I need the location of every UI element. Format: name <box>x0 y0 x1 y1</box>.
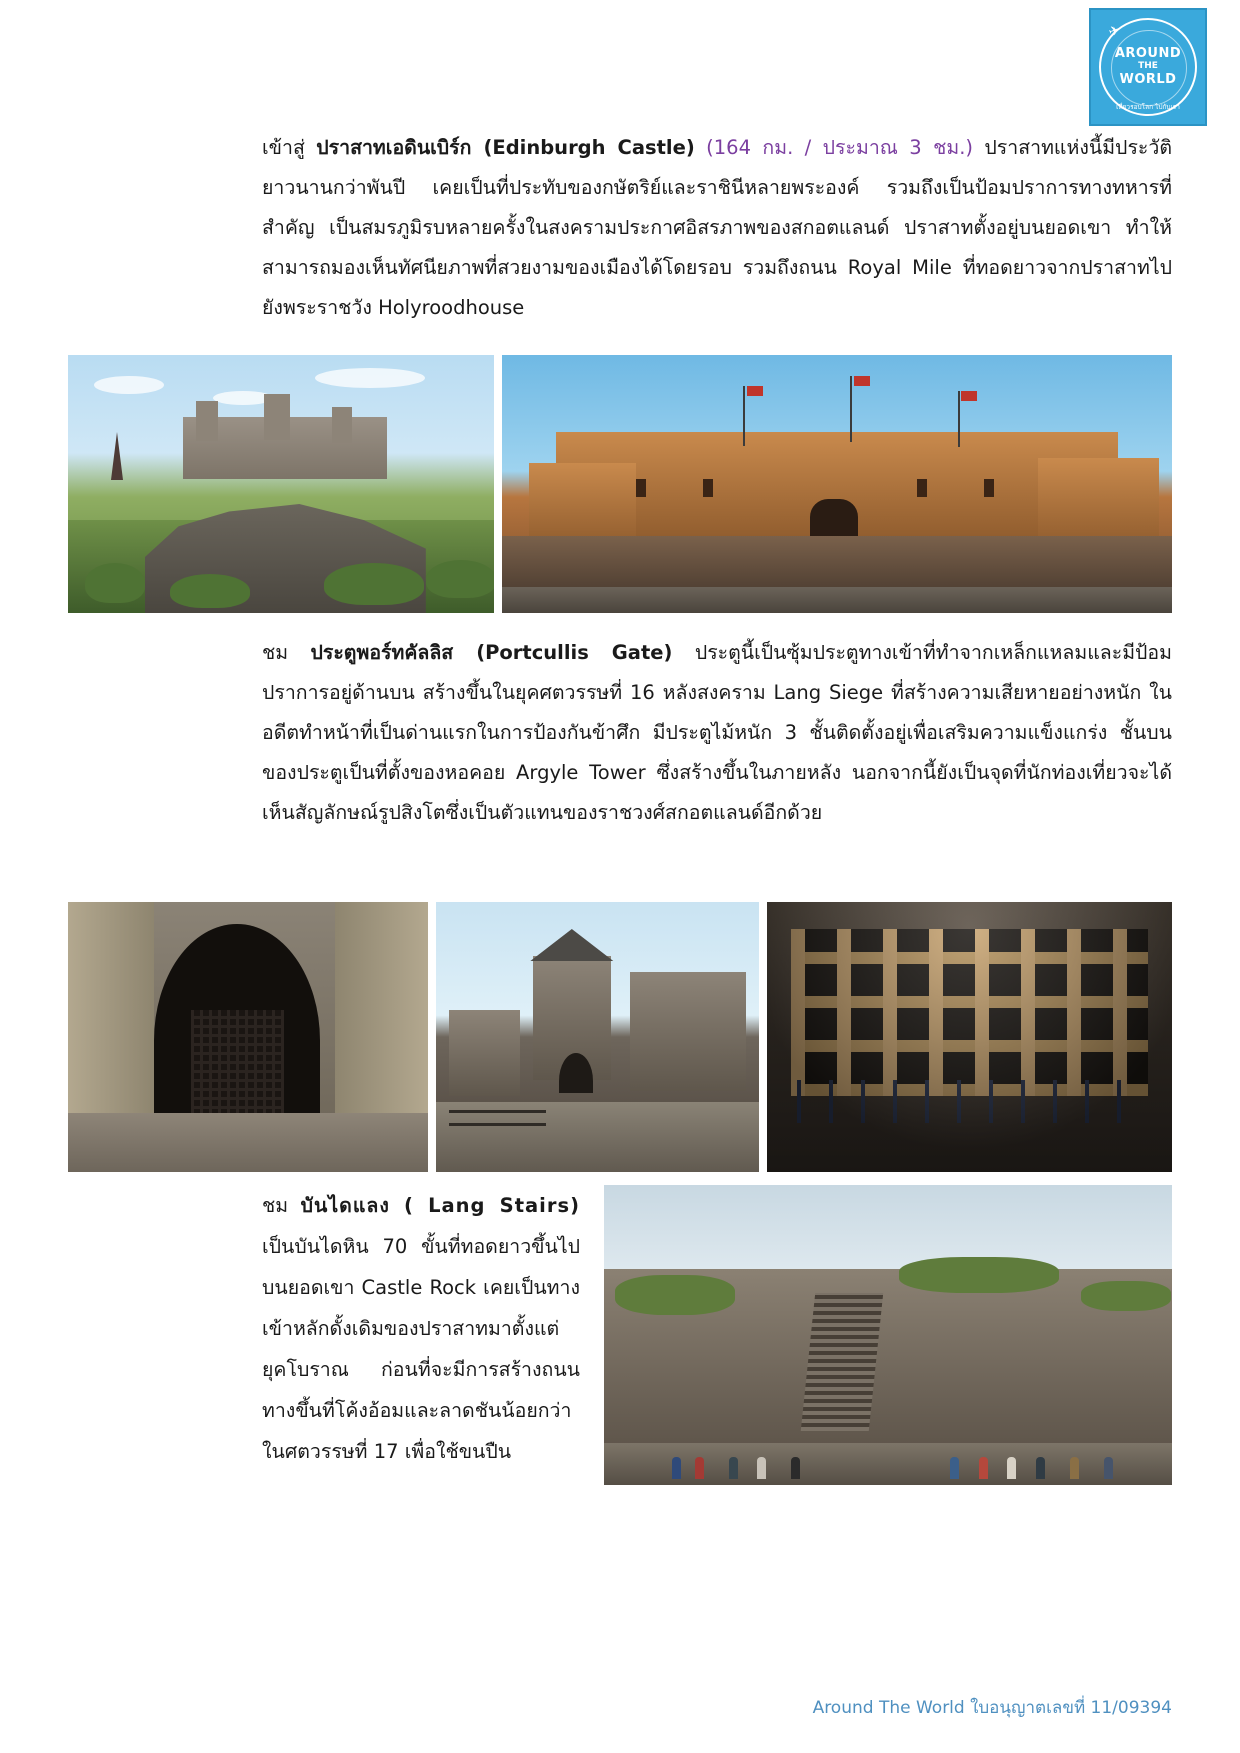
logo-text-bottom: WORLD <box>1119 72 1177 88</box>
edinburgh-lead: เข้าสู่ <box>262 136 317 159</box>
photo-portcullis-gate-tunnel <box>68 902 428 1172</box>
lang-body: เป็นบันไดหิน 70 ขั้นที่ทอดยาวขึ้นไปบนยอดเขา Castle Rock เคยเป็นทางเข้าหลักดั้งเดิมของปราสาทมาตั้งแต่ยุคโบราณ ก่อนที่จะมีการสร้างถนนทางขึ้นที่โค้งอ้อมและลาดชันน้อยกว่าในศตวรรษที่ 17 เพื่อใช้ขนปืน <box>262 1235 580 1463</box>
edinburgh-distance: (164 กม. / ประมาณ 3 ชม.) <box>706 136 974 159</box>
portcullis-lead: ชม <box>262 641 311 664</box>
logo-tagline: เที่ยวรอบโลก ไปกับเรา <box>1116 103 1180 111</box>
paragraph-lang-stairs <box>262 1185 580 1472</box>
photo-edinburgh-castle-on-rock <box>68 355 494 613</box>
image-row-lang-stairs <box>604 1185 1172 1485</box>
section-edinburgh-castle <box>262 128 1172 328</box>
image-row-portcullis <box>68 902 1172 1172</box>
portcullis-title: ประตูพอร์ทคัลลิส (Portcullis Gate) <box>310 641 673 664</box>
portcullis-body: ประตูนี้เป็นซุ้มประตูทางเข้าที่ทำจากเหล็กแหลมและมีป้อมปราการอยู่ด้านบน สร้างขึ้นในยุคศตวรรษที่ 16 หลังสงคราม Lang Siege ที่สร้างความเสียหายอย่างหนัก ในอดีตทำหน้าที่เป็นด่านแรกในการป้องกันข้าศึก มีประตูไม้หนัก 3 ชั้นติดตั้งอยู่เพื่อเสริมความแข็งแกร่ง ชั้นบนของประตูเป็นที่ตั้งของหอคอย Argyle Tower ซึ่งสร้างขึ้นในภายหลัง นอกจากนี้ยังเป็นจุดที่นักท่องเที่ยวจะได้เห็นสัญลักษณ์รูปสิงโตซึ่งเป็นตัวแทนของราชวงศ์สกอตแลนด์อีกด้วย <box>262 641 1172 824</box>
photo-lang-stairs-castle-rock <box>604 1185 1172 1485</box>
edinburgh-title: ปราสาทเอดินเบิร์ก (Edinburgh Castle) <box>316 136 695 159</box>
logo-text-top: AROUND <box>1114 45 1182 61</box>
crowd-of-visitors <box>604 1431 1172 1479</box>
footer-license: Around The World ใบอนุญาตเลขที่ 11/09394 <box>812 1698 1172 1718</box>
lang-title: บันไดแลง ( Lang Stairs) <box>300 1194 580 1217</box>
photo-portcullis-gate-exterior <box>436 902 759 1172</box>
logo-inner <box>1091 10 1205 124</box>
around-the-world-logo <box>1089 8 1207 126</box>
photo-edinburgh-castle-front <box>502 355 1172 613</box>
airplane-icon: ✈ <box>1106 22 1123 41</box>
paragraph-portcullis <box>262 633 1172 833</box>
lang-lead: ชม <box>262 1194 301 1217</box>
section-portcullis-gate <box>262 633 1172 833</box>
image-row-edinburgh <box>68 355 1172 613</box>
section-lang-stairs <box>262 1185 580 1472</box>
paragraph-edinburgh <box>262 128 1172 328</box>
photo-portcullis-grid-spikes <box>767 902 1172 1172</box>
edinburgh-body: ปราสาทแห่งนี้มีประวัติยาวนานกว่าพันปี เคยเป็นที่ประทับของกษัตริย์และราชินีหลายพระองค์ รวมถึงเป็นป้อมปราการทางทหารที่สำคัญ เป็นสมรภูมิรบหลายครั้งในสงครามประกาศอิสรภาพของสกอตแลนด์ ปราสาทตั้งอยู่บนยอดเขา ทำให้สามารถมองเห็นทัศนียภาพที่สวยงามของเมืองได้โดยรอบ รวมถึงถนน Royal Mile ที่ทอดยาวจากปราสาทไปยังพระราชวัง Holyroodhouse <box>262 136 1172 319</box>
logo-text-mid: THE <box>1138 61 1158 72</box>
